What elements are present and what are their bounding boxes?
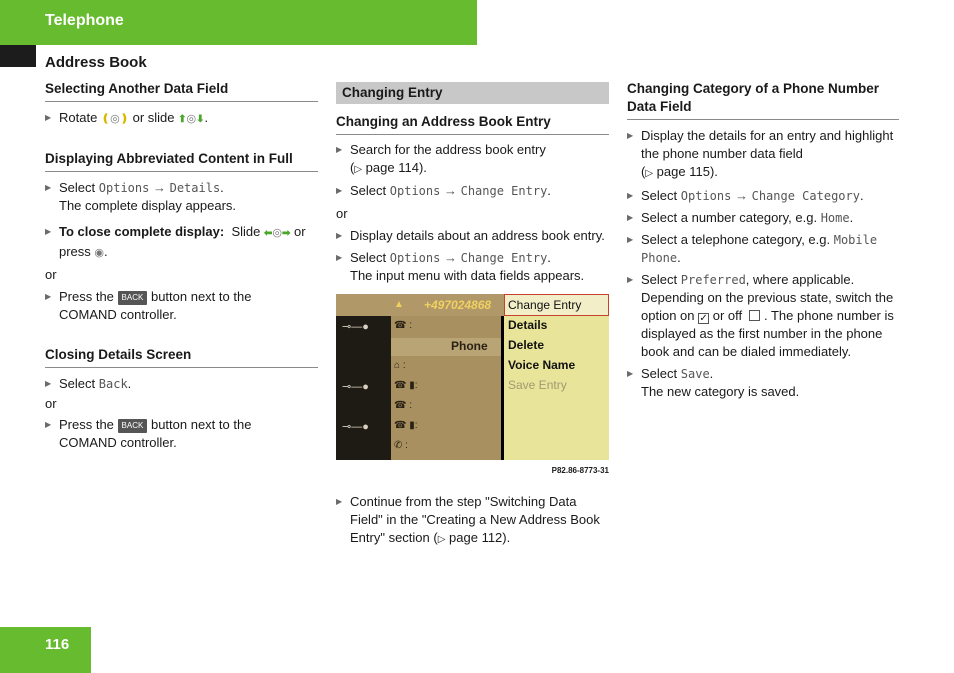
menu-item-delete[interactable]: Delete bbox=[508, 338, 545, 352]
column-3 bbox=[627, 80, 899, 401]
column-2 bbox=[336, 80, 609, 549]
subhead-changing-address-entry: Changing an Address Book Entry bbox=[336, 113, 609, 135]
bullet-display-details: ▶ Display details about an address book entry. bbox=[336, 227, 609, 245]
figure-caption: P82.86-8773-31 bbox=[551, 466, 609, 475]
checkbox-checked-icon: ✓ bbox=[699, 313, 708, 324]
phone-book-icon: ☎ ▮: bbox=[394, 420, 418, 431]
slide-updown-icon: ⬆◎⬇ bbox=[178, 113, 205, 125]
cable-icon: ⊸—● bbox=[342, 421, 369, 433]
press-controller-icon: ◉ bbox=[94, 247, 105, 259]
arrow-right-icon: → bbox=[152, 180, 166, 195]
menu-item-change-entry[interactable]: Change Entry bbox=[508, 298, 582, 312]
checkbox-unchecked-icon bbox=[749, 310, 760, 321]
bullet-select-change-2: ▶ Select Options → Change Entry. The input menu with data fields appears. bbox=[336, 249, 609, 285]
back-button-icon: BACK bbox=[118, 419, 148, 433]
shaded-heading-changing-entry: Changing Entry bbox=[336, 82, 609, 104]
subhead-changing-category: Changing Category of a Phone Number Data Field bbox=[627, 80, 899, 120]
slide-leftright-icon: ⬅◎➡ bbox=[263, 227, 291, 239]
column-1 bbox=[45, 80, 318, 452]
chapter-title: Telephone bbox=[45, 12, 124, 29]
bullet-rotate: ▶ Rotate ❪◎❫ or slide ⬆◎⬇. bbox=[45, 109, 318, 129]
page-ref-icon: ▷ bbox=[645, 168, 654, 179]
bullet-select-back: ▶ Select Back. bbox=[45, 375, 318, 393]
arrow-right-icon: → bbox=[443, 250, 457, 265]
section-marker bbox=[0, 45, 36, 67]
section-title: Address Book bbox=[45, 54, 147, 71]
back-button-icon: BACK bbox=[118, 291, 148, 305]
phone-book-icon: ☎ : bbox=[394, 320, 413, 331]
menu-item-voice-name[interactable]: Voice Name bbox=[508, 358, 576, 372]
subhead-selecting-data-field: Selecting Another Data Field bbox=[45, 80, 318, 102]
bell-icon: ▲ bbox=[394, 299, 404, 310]
bullet-continue-step: ▶ Continue from the step "Switching Data Field" in the "Creating a New Address Book Entry" section (▷ page 112). bbox=[336, 493, 609, 549]
bullet-select-change: ▶ Select Options → Change Entry. bbox=[336, 182, 609, 200]
phone-label: Phone bbox=[451, 339, 488, 353]
handset-icon: ✆ : bbox=[394, 440, 408, 451]
bullet-select-change-category: ▶ Select Options → Change Category. bbox=[627, 187, 899, 205]
rotate-controller-icon: ❪◎❫ bbox=[100, 113, 129, 125]
cable-icon: ⊸—● bbox=[342, 321, 369, 333]
bullet-select-details: ▶ Select Options → Details. The complete display appears. bbox=[45, 179, 318, 215]
or-text: or bbox=[336, 206, 348, 221]
page-number: 116 bbox=[45, 636, 70, 653]
bullet-display-details: ▶ Display the details for an entry and highlight the phone number data field (▷ page 115). bbox=[627, 127, 899, 183]
bullet-select-save: ▶ Select Save. The new category is saved. bbox=[627, 365, 899, 401]
bullet-telephone-category: ▶ Select a telephone category, e.g. Mobile Phone. bbox=[627, 231, 899, 267]
phone-book-icon: ☎ : bbox=[394, 400, 413, 411]
phone-book-icon: ☎ ▮: bbox=[394, 380, 418, 391]
arrow-right-icon: → bbox=[734, 188, 748, 203]
phone-number: +497024868 bbox=[424, 298, 492, 312]
comand-screenshot bbox=[336, 294, 609, 460]
or-text: or bbox=[45, 396, 57, 411]
menu-item-save-entry: Save Entry bbox=[508, 378, 567, 392]
bullet-number-category: ▶ Select a number category, e.g. Home. bbox=[627, 209, 899, 227]
subhead-abbreviated-content: Displaying Abbreviated Content in Full bbox=[45, 150, 318, 172]
cable-icon: ⊸—● bbox=[342, 381, 369, 393]
bullet-search-entry: ▶ Search for the address book entry (▷ page 114). bbox=[336, 141, 609, 179]
bullet-press-back-2: ▶ Press the BACK button next to the COMAND controller. bbox=[45, 416, 318, 452]
arrow-right-icon: → bbox=[443, 183, 457, 198]
subhead-closing-details: Closing Details Screen bbox=[45, 346, 318, 368]
bullet-close-display: ▶ To close complete display: Slide ⬅◎➡ or press ◉. bbox=[45, 223, 318, 262]
or-text: or bbox=[45, 267, 57, 282]
bullet-press-back: ▶ Press the BACK button next to the COMAND controller. bbox=[45, 288, 318, 324]
page-ref-icon: ▷ bbox=[437, 534, 446, 545]
page-ref-icon: ▷ bbox=[354, 164, 363, 175]
home-icon: ⌂ : bbox=[394, 360, 406, 371]
bullet-select-preferred: ▶ Select Preferred, where applicable. Depending on the previous state, switch the option on ✓ or off . The phone number is displayed as the first number in the phone book and can be dialed immediately. bbox=[627, 271, 899, 361]
menu-item-details[interactable]: Details bbox=[508, 318, 548, 332]
